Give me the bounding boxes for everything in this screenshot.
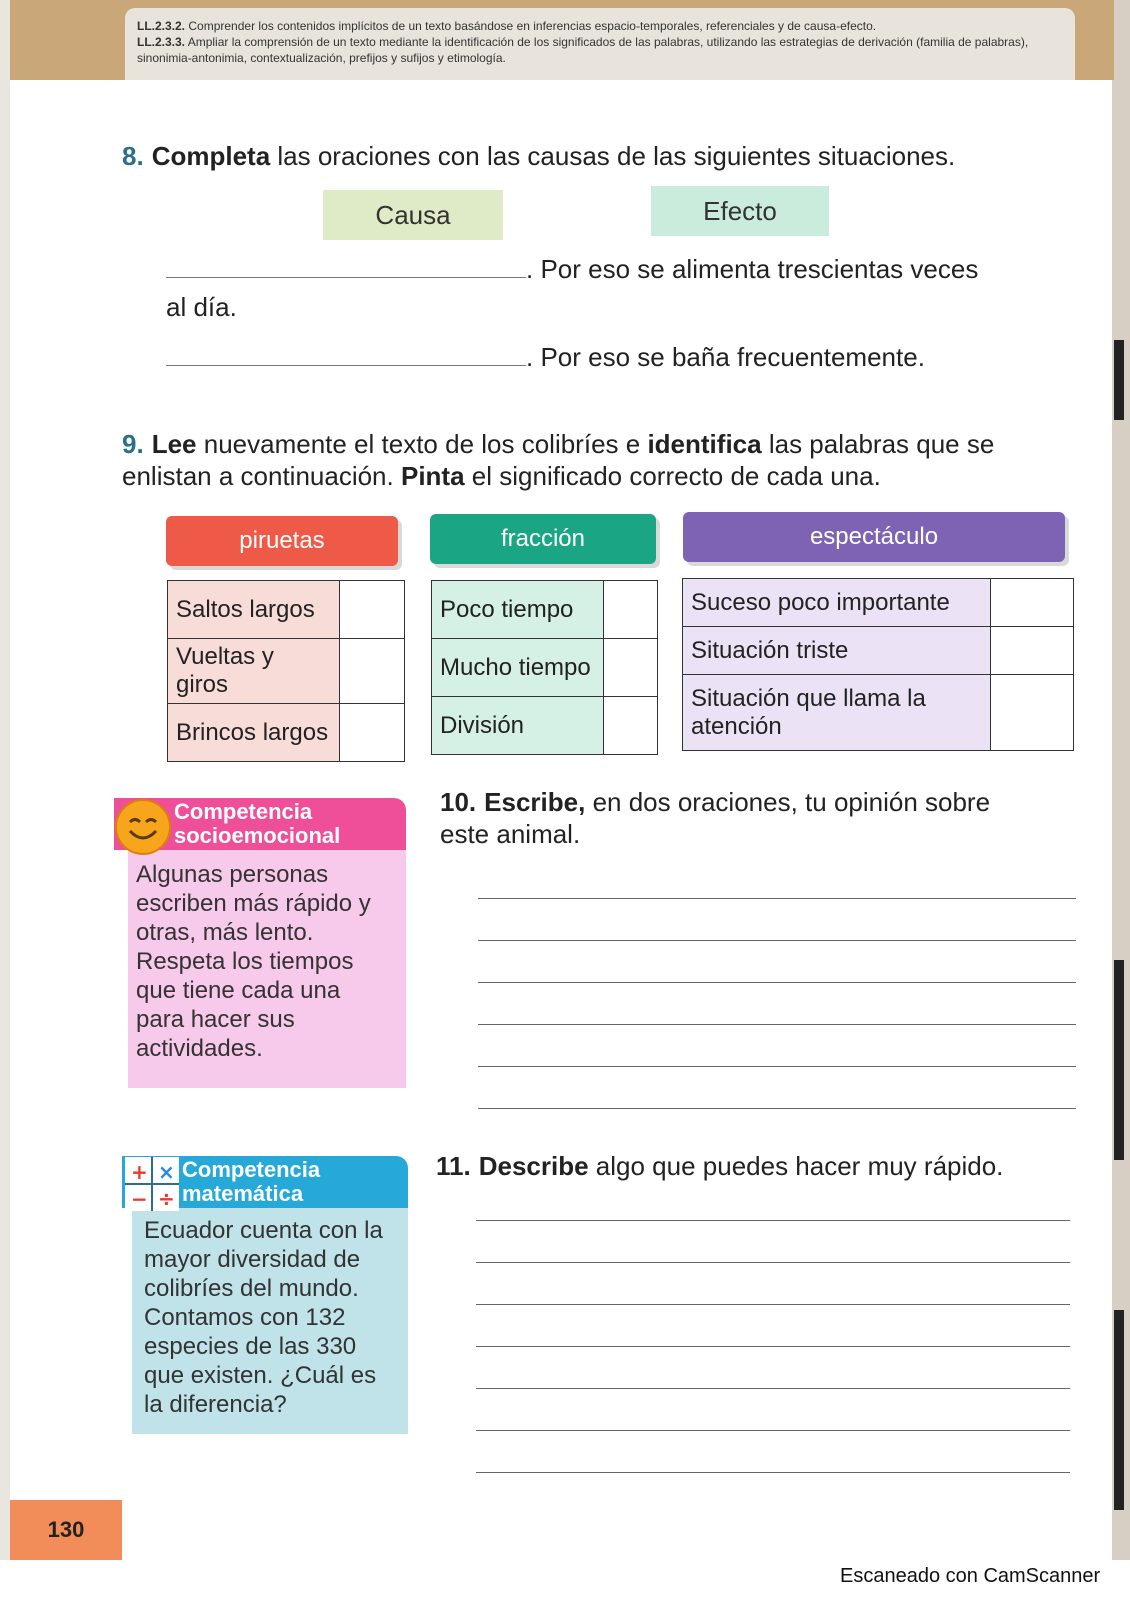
option-checkbox[interactable]	[604, 697, 658, 755]
q11-verb: Describe	[478, 1151, 589, 1181]
skills-header	[125, 8, 1075, 80]
word-espectaculo: espectáculo	[683, 512, 1065, 562]
q8-answer-blank-1[interactable]	[166, 258, 526, 278]
q11-answer-line[interactable]	[476, 1472, 1070, 1473]
svg-text:×: ×	[158, 1160, 175, 1184]
skill-text-2: Ampliar la comprensión de un texto mediante la identificación de los significados de las palabras, utilizando las estrategias de derivación (familia de palabras), sinonimia-antonimia, contextualización, prefijos y sufijos y etimología.	[137, 35, 1029, 65]
page-left-edge	[0, 0, 10, 1560]
socioemotional-box	[114, 798, 406, 1090]
q11-answer-line[interactable]	[476, 1220, 1070, 1221]
socioemotional-text: Algunas personas escriben más rápido y otras, más lento. Respeta los tiempos que tiene cada una para hacer sus actividades.	[136, 861, 371, 1062]
math-title-1: Competencia	[182, 1157, 321, 1182]
causa-tag: Causa	[323, 190, 503, 240]
option-label: División	[432, 697, 604, 755]
option-checkbox[interactable]	[991, 579, 1074, 627]
efecto-tag: Efecto	[651, 186, 829, 236]
q10-number: 10.	[440, 787, 477, 817]
q11-title	[436, 1150, 1076, 1182]
option-label: Suceso poco importante	[683, 579, 991, 627]
q10-answer-line[interactable]	[478, 1108, 1076, 1109]
q8-sentence-1-cont: al día.	[166, 292, 237, 322]
option-checkbox[interactable]	[604, 581, 658, 639]
q10-answer-line[interactable]	[478, 898, 1076, 899]
q10-answer-line[interactable]	[478, 1066, 1076, 1067]
q11-text: algo que puedes hacer muy rápido.	[595, 1151, 1004, 1181]
q9-text-2: las palabras que se enlistan a continuación.	[122, 429, 995, 491]
math-operations-icon	[124, 1156, 180, 1212]
socioemotional-title-2: socioemocional	[174, 823, 341, 848]
option-label: Situación que llama la atención	[683, 675, 991, 751]
option-label: Mucho tiempo	[432, 639, 604, 697]
option-label: Saltos largos	[168, 581, 340, 639]
svg-text:−: −	[131, 1187, 148, 1211]
skill-code-2: LL.2.3.3.	[137, 35, 186, 49]
q9-number: 9.	[122, 429, 144, 459]
skill-text-1: Comprender los contenidos implícitos de un texto basándose en inferencias espacio-temporales, referenciales y de causa-efecto.	[188, 19, 877, 33]
q8-verb: Completa	[151, 141, 271, 171]
q9-title	[122, 428, 1072, 492]
page-right-edge	[1112, 0, 1130, 1560]
q10-title	[440, 786, 1040, 850]
q11-answer-line[interactable]	[476, 1304, 1070, 1305]
q8-answer-blank-2[interactable]	[166, 346, 526, 366]
option-label: Poco tiempo	[432, 581, 604, 639]
socioemotional-title-1: Competencia	[174, 799, 313, 824]
q10-text: en dos oraciones, tu opinión sobre este animal.	[440, 787, 991, 849]
q9-text-3: el significado correcto de cada una.	[471, 461, 881, 491]
option-label: Situación triste	[683, 627, 991, 675]
scanner-watermark: Escaneado con CamScanner	[840, 1565, 1101, 1587]
q11-answer-line[interactable]	[476, 1346, 1070, 1347]
piruetas-options	[167, 580, 405, 762]
q11-number: 11.	[436, 1151, 471, 1181]
q9-verb-2: identifica	[647, 429, 762, 459]
q8-effect-1: . Por eso se alimenta trescientas veces	[526, 254, 979, 284]
option-checkbox[interactable]	[604, 639, 658, 697]
skill-code-1: LL.2.3.2.	[137, 19, 186, 33]
math-title-2: matemática	[182, 1181, 304, 1206]
option-checkbox[interactable]	[340, 581, 405, 639]
page-number: 130	[10, 1500, 122, 1560]
q8-sentence-1	[166, 254, 978, 285]
q8-effect-2: . Por eso se baña frecuentemente.	[526, 342, 925, 372]
option-label: Brincos largos	[168, 704, 340, 762]
option-checkbox[interactable]	[991, 627, 1074, 675]
option-checkbox[interactable]	[340, 639, 405, 704]
q10-answer-line[interactable]	[478, 1024, 1076, 1025]
option-checkbox[interactable]	[991, 675, 1074, 751]
svg-text:+: +	[131, 1160, 148, 1184]
option-checkbox[interactable]	[340, 704, 405, 762]
q9-verb-3: Pinta	[400, 461, 465, 491]
q11-answer-line[interactable]	[476, 1430, 1070, 1431]
q8-text: las oraciones con las causas de las siguientes situaciones.	[277, 141, 956, 171]
q8-number: 8.	[122, 141, 144, 171]
q8-sentence-2	[166, 342, 925, 373]
q10-answer-line[interactable]	[478, 982, 1076, 983]
q9-verb-1: Lee	[151, 429, 197, 459]
q10-verb: Escribe,	[484, 787, 586, 817]
word-piruetas: piruetas	[166, 516, 398, 566]
q9-text-1: nuevamente el texto de los colibríes e	[203, 429, 641, 459]
svg-text:÷: ÷	[158, 1187, 175, 1211]
smiley-icon	[114, 798, 172, 856]
math-box	[122, 1156, 408, 1436]
q8-title	[122, 140, 955, 172]
q10-answer-line[interactable]	[478, 940, 1076, 941]
fraccion-options	[431, 580, 658, 755]
word-fraccion: fracción	[430, 514, 656, 564]
q11-answer-line[interactable]	[476, 1388, 1070, 1389]
option-label: Vueltas y giros	[168, 639, 340, 704]
q11-answer-line[interactable]	[476, 1262, 1070, 1263]
math-text: Ecuador cuenta con la mayor diversidad de colibríes del mundo. Contamos con 132 especies de las 330 que existen. ¿Cuál es la diferencia?	[144, 1217, 383, 1418]
espectaculo-options	[682, 578, 1074, 751]
